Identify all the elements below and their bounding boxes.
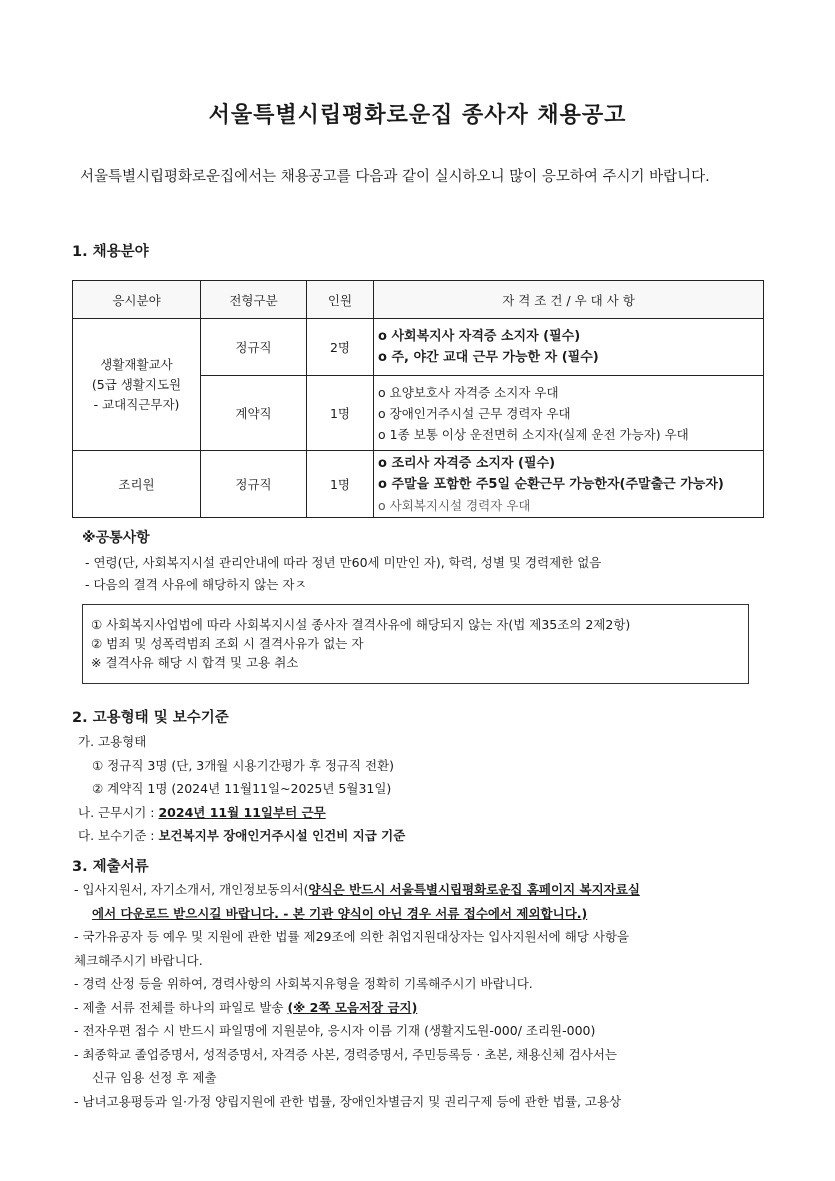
requirements-cell — [374, 376, 764, 451]
list-item: - 최종학교 졸업증명서, 성적증명서, 자격증 사본, 경력증명서, 주민등록등 · 초본, 채용신체 검사서는 — [74, 1046, 617, 1062]
count-cell: 1명 — [307, 451, 374, 518]
item-emphasis: 양식은 반드시 서울특별시립평화로운집 홈페이지 복지자료실 — [308, 882, 640, 897]
salary-value: 보건복지부 장애인거주시설 인건비 지급 기준 — [158, 828, 406, 843]
header-requirements: 자 격 조 건 / 우 대 사 항 — [374, 281, 764, 319]
requirement-item: o 1종 보통 이상 운전면허 소지자(실제 운전 가능자) 우대 — [378, 426, 689, 442]
list-item: 가. 고용형태 — [78, 734, 147, 749]
list-item — [74, 878, 774, 902]
list-item: - 다음의 결격 사유에 해당하지 않는 자ㅈ — [85, 577, 307, 592]
field-line: (5급 생활지도원 — [91, 376, 182, 392]
table-header-row — [73, 281, 764, 319]
requirement-item: o 조리사 자격증 소지자 (필수) — [378, 455, 556, 471]
item-text: - 제출 서류 전체를 하나의 파일로 발송 — [74, 999, 288, 1015]
header-type: 전형구분 — [201, 281, 307, 319]
common-list — [85, 552, 765, 596]
list-item — [74, 996, 774, 1020]
field-line: 생활재활교사 — [100, 356, 173, 372]
item-emphasis: (※ 2쪽 모음저장 금지) — [287, 999, 418, 1015]
requirement-item: o 주말을 포함한 주5일 순환근무 가능한자(주말출근 가능자) — [378, 476, 724, 492]
table-row — [73, 319, 764, 376]
field-cell — [73, 319, 201, 451]
table-row — [73, 451, 764, 518]
recruitment-table — [72, 280, 764, 518]
list-item: - 남녀고용평등과 일·가정 양립지원에 관한 법률, 장애인차별금지 및 권리구제 등에 관한 법률, 고용상 — [74, 1093, 622, 1109]
document-title: 서울특별시립평화로운집 종사자 채용공고 — [208, 103, 627, 128]
requirements-cell — [374, 319, 764, 376]
requirement-item: o 사회복지사 자격증 소지자 (필수) — [378, 329, 581, 344]
list-item: - 경력 산정 등을 위하여, 경력사항의 사회복지유형을 정확히 기록해주시기 바랍니다. — [74, 976, 533, 991]
type-cell: 정규직 — [201, 451, 307, 518]
count-cell: 1명 — [307, 376, 374, 451]
intro-paragraph: 서울특별시립평화로운집에서는 채용공고를 다음과 같이 실시하오니 많이 응모하여 주시기 바랍니다. — [80, 169, 710, 185]
count-cell: 2명 — [307, 319, 374, 376]
list-item — [78, 824, 405, 848]
field-cell: 조리원 — [73, 451, 201, 518]
list-item — [78, 801, 405, 825]
list-item: ① 정규직 3명 (단, 3개월 시용기간평가 후 정규직 전환) — [92, 757, 395, 773]
documents-list — [74, 878, 774, 1113]
requirement-item: o 사회복지시설 경력자 우대 — [378, 497, 531, 513]
employment-list — [78, 730, 405, 848]
list-item: 신규 임용 선정 후 제출 — [92, 1070, 217, 1085]
list-item: ② 계약직 1명 (2024년 11월11일~2025년 5월31일) — [92, 781, 392, 796]
field-line: - 교대직근무자) — [93, 396, 180, 412]
item-emphasis: 에서 다운로드 받으시길 바랍니다. - 본 기관 양식이 아닌 경우 서류 접수에서 제외합니다.) — [92, 905, 588, 921]
section1-heading: 1. 채용분야 — [72, 244, 149, 260]
requirement-item: o 장애인거주시설 근무 경력자 우대 — [378, 405, 571, 421]
header-count: 인원 — [307, 281, 374, 319]
list-item: ② 범죄 및 성폭력범죄 조회 시 결격사유가 없는 자 — [91, 636, 364, 651]
work-start-label: 나. 근무시기 : — [78, 804, 159, 820]
list-item: - 연령(단, 사회복지시설 관리안내에 따라 정년 만60세 미만인 자), 학력, 성별 및 경력제한 없음 — [85, 555, 602, 570]
item-text: - 입사지원서, 자기소개서, 개인정보동의서( — [74, 882, 309, 897]
common-heading: ※공통사항 — [82, 530, 150, 546]
section3-heading: 3. 제출서류 — [72, 859, 149, 875]
list-item: - 전자우편 접수 시 반드시 파일명에 지원분야, 응시자 이름 기재 (생활지도원-000/ 조리원-000) — [74, 1023, 596, 1038]
list-item: ① 사회복지사업법에 따라 사회복지시설 종사자 결격사유에 해당되지 않는 자(법 제35조의 2제2항) — [91, 617, 631, 632]
requirements-cell — [374, 451, 764, 518]
list-item: ※ 결격사유 해당 시 합격 및 고용 취소 — [91, 655, 299, 670]
list-item: - 국가유공자 등 예우 및 지원에 관한 법률 제29조에 의한 취업지원대상자는 입사지원서에 해당 사항을 — [74, 929, 630, 944]
disqualification-box — [82, 604, 749, 684]
type-cell: 정규직 — [201, 319, 307, 376]
section2-heading: 2. 고용형태 및 보수기준 — [72, 710, 229, 726]
work-start-value: 2024년 11월 11일부터 근무 — [158, 804, 326, 820]
header-field: 응시분야 — [73, 281, 201, 319]
requirement-item: o 요양보호사 자격증 소지자 우대 — [378, 384, 559, 400]
list-item — [74, 902, 774, 926]
requirement-item: o 주, 야간 교대 근무 가능한 자 (필수) — [378, 350, 599, 365]
list-item: 체크해주시기 바랍니다. — [74, 952, 203, 968]
salary-label: 다. 보수기준 : — [78, 828, 159, 843]
type-cell: 계약직 — [201, 376, 307, 451]
